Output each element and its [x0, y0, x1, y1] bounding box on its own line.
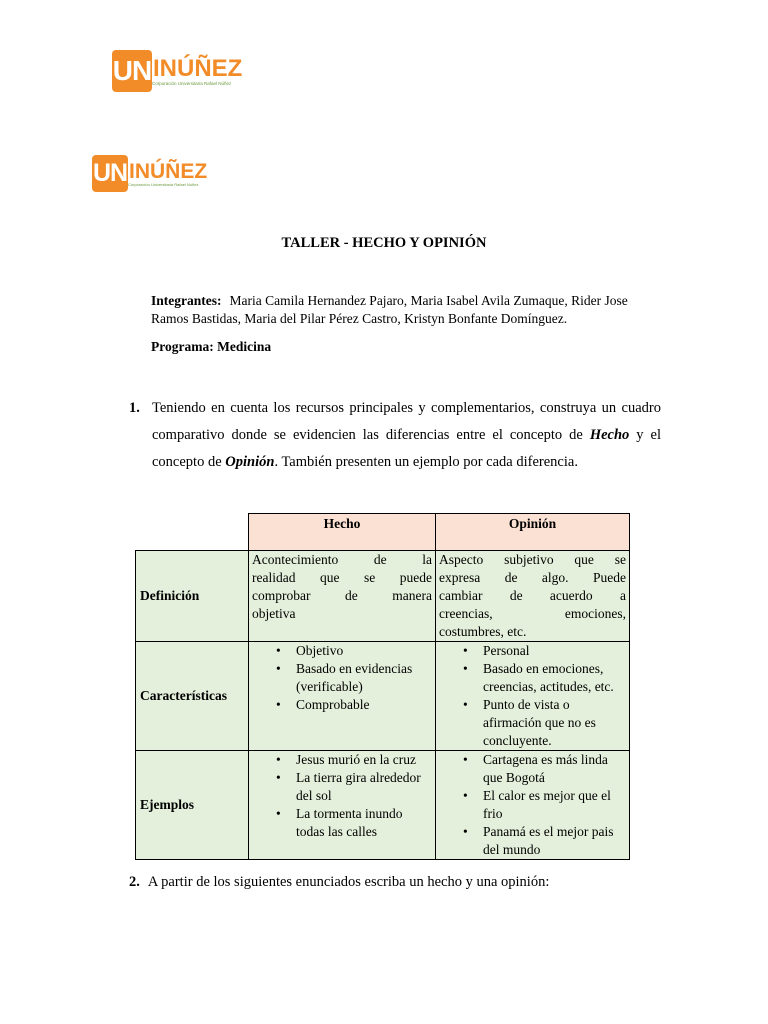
cell-caracteristicas-hecho — [249, 642, 436, 751]
header-opinion: Opinión — [436, 514, 630, 551]
bullet-list — [439, 642, 626, 750]
question-text-part: . También presenten un ejemplo por cada diferencia. — [274, 454, 578, 470]
cell-line: expresa de algo. Puede — [439, 570, 626, 585]
members-label: Integrantes: — [151, 293, 222, 308]
university-logo — [112, 50, 242, 92]
list-item: • El calor es mejor que el frio — [483, 787, 626, 823]
cell-line: comprobar de manera — [252, 588, 432, 603]
members-names: Maria Camila Hernandez Pajaro, Maria Isabel Avila Zumaque, Rider Jose Ramos Bastidas, Maria del Pilar Pérez Castro, Kristyn Bonfante Domínguez. — [151, 293, 628, 326]
bullet-list — [252, 751, 432, 841]
question-text — [152, 395, 661, 476]
list-item: • Cartagena es más linda que Bogotá — [483, 751, 626, 787]
cell-line: Aspecto subjetivo que se — [439, 552, 626, 567]
header-hecho: Hecho — [249, 514, 436, 551]
table-row — [136, 551, 630, 642]
program-line: Programa: Medicina — [151, 339, 272, 354]
list-item: • Basado en emociones, creencias, actitudes, etc. — [483, 660, 626, 696]
term-opinion: Opinión — [225, 454, 275, 470]
document-title: TALLER - HECHO Y OPINIÓN — [281, 235, 487, 251]
cell-line: realidad que se puede — [252, 570, 432, 585]
question-1 — [129, 395, 661, 476]
row-label-caracteristicas: Características — [136, 642, 249, 751]
cell-definicion-opinion — [436, 551, 630, 642]
cell-line: creencias, emociones, — [439, 606, 626, 621]
cell-ejemplos-opinion — [436, 751, 630, 860]
list-item: • Comprobable — [296, 696, 432, 714]
logo-wordmark: INÚÑEZ — [129, 159, 208, 183]
members-paragraph — [151, 292, 651, 328]
question-number: 2. — [129, 874, 140, 890]
table-row — [136, 642, 630, 751]
list-item: • Basado en evidencias (verificable) — [296, 660, 432, 696]
question-number: 1. — [129, 400, 140, 416]
list-item: • Personal — [483, 642, 626, 660]
table-row — [136, 751, 630, 860]
logo-mark: UN — [92, 155, 128, 192]
question-2 — [129, 874, 549, 891]
question-text-part: y el concepto de — [152, 427, 662, 470]
cell-definicion-hecho — [249, 551, 436, 642]
list-item: • Panamá es el mejor pais del mundo — [483, 823, 626, 859]
question-text: A partir de los siguientes enunciados escriba un hecho y una opinión: — [147, 874, 550, 890]
question-text-part: Teniendo en cuenta los recursos principales y complementarios, construya un cuadro comparativo donde se evidencien las diferencias entre el concepto de — [152, 400, 661, 443]
cell-line: costumbres, etc. — [439, 624, 527, 639]
logo-subtitle: Corporación Universitaria Rafael Núñez — [128, 181, 199, 187]
cell-line: cambiar de acuerdo a — [439, 588, 626, 603]
row-label-ejemplos: Ejemplos — [136, 751, 249, 860]
empty-corner-cell — [136, 514, 249, 551]
comparison-table — [135, 513, 630, 860]
logo-wordmark: INÚÑEZ — [153, 54, 243, 82]
bullet-list — [439, 751, 626, 859]
cell-caracteristicas-opinion — [436, 642, 630, 751]
list-item: • Objetivo — [296, 642, 432, 660]
list-item: • Jesus murió en la cruz — [296, 751, 432, 769]
term-hecho: Hecho — [589, 427, 630, 443]
cell-line: objetiva — [252, 606, 296, 621]
table-header-row — [136, 514, 630, 551]
cell-line: Acontecimiento de la — [252, 552, 432, 567]
cell-ejemplos-hecho — [249, 751, 436, 860]
list-item: • Punto de vista o afirmación que no es concluyente. — [483, 696, 626, 750]
university-logo-secondary — [92, 155, 207, 192]
list-item: • La tierra gira alrededor del sol — [296, 769, 432, 805]
logo-subtitle: Corporación Universitaria Rafael Núñez — [152, 80, 232, 86]
bullet-list — [252, 642, 432, 714]
row-label-definicion: Definición — [136, 551, 249, 642]
logo-mark: UN — [112, 50, 152, 92]
list-item: • La tormenta inundo todas las calles — [296, 805, 432, 841]
